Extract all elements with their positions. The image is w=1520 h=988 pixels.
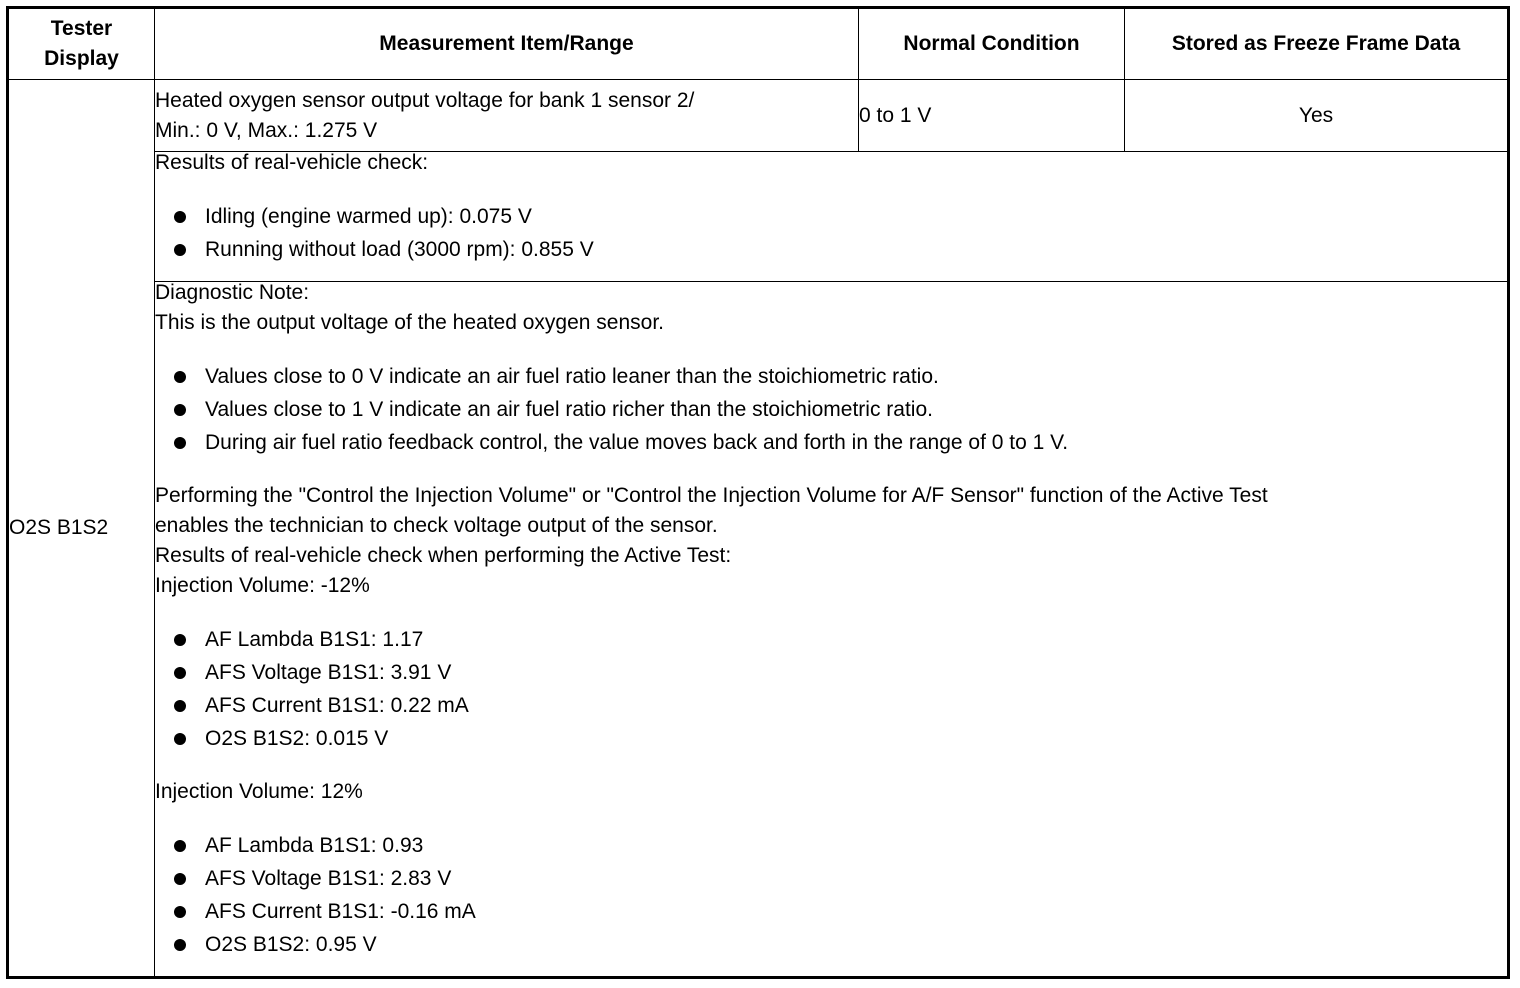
measurement-cell [155,80,859,152]
data-list-table [6,6,1510,979]
header-freeze-frame: Stored as Freeze Frame Data [1125,8,1509,80]
list-item: Values close to 0 V indicate an air fuel ratio leaner than the stoichiometric ratio. [155,360,1507,393]
list-item: AF Lambda B1S1: 0.93 [155,829,1507,862]
normal-condition-cell: 0 to 1 V [859,80,1125,152]
measurement-line: Heated oxygen sensor output voltage for bank 1 sensor 2/ [155,88,695,112]
active-test-paragraph-line: Results of real-vehicle check when performing the Active Test: [155,544,732,567]
diagnostic-bullets [155,360,1507,459]
list-item: Running without load (3000 rpm): 0.855 V [155,233,1507,266]
freeze-frame-cell: Yes [1125,80,1509,152]
lean-injection-title: Injection Volume: -12% [155,574,370,597]
lean-results-list [155,623,1507,755]
header-row [8,8,1509,80]
list-item: AFS Current B1S1: -0.16 mA [155,895,1507,928]
header-tester-display [8,8,155,80]
list-item: AFS Voltage B1S1: 3.91 V [155,656,1507,689]
header-measurement: Measurement Item/Range [155,8,859,80]
tester-display-cell: O2S B1S2 [8,80,155,978]
header-tester-line: Tester [50,17,113,40]
header-display-line: Display [44,47,119,70]
active-test-paragraph-line: Performing the "Control the Injection Volume" or "Control the Injection Volume for A/F Sensor" function of the Active Test [155,484,1268,507]
rich-results-list [155,829,1507,961]
results-list [155,200,1507,266]
list-item: Values close to 1 V indicate an air fuel ratio richer than the stoichiometric ratio. [155,393,1507,426]
results-row [8,152,1509,282]
list-item: AF Lambda B1S1: 1.17 [155,623,1507,656]
table-row [8,80,1509,152]
header-normal-condition: Normal Condition [859,8,1125,80]
results-title: Results of real-vehicle check: [155,151,429,174]
diagnostic-title: Diagnostic Note: [155,281,310,304]
active-test-paragraph-line: enables the technician to check voltage output of the sensor. [155,514,718,537]
list-item: O2S B1S2: 0.95 V [155,928,1507,961]
list-item: Idling (engine warmed up): 0.075 V [155,200,1507,233]
list-item: During air fuel ratio feedback control, the value moves back and forth in the range of 0 to 1 V. [155,426,1507,459]
rich-injection-title: Injection Volume: 12% [155,780,363,803]
results-cell [155,152,1509,282]
list-item: AFS Current B1S1: 0.22 mA [155,689,1507,722]
measurement-line: Min.: 0 V, Max.: 1.275 V [155,118,378,142]
diagnostic-note-cell [155,282,1509,978]
diagnostic-intro: This is the output voltage of the heated oxygen sensor. [155,311,665,334]
diagnostic-row [8,282,1509,978]
list-item: O2S B1S2: 0.015 V [155,722,1507,755]
list-item: AFS Voltage B1S1: 2.83 V [155,862,1507,895]
